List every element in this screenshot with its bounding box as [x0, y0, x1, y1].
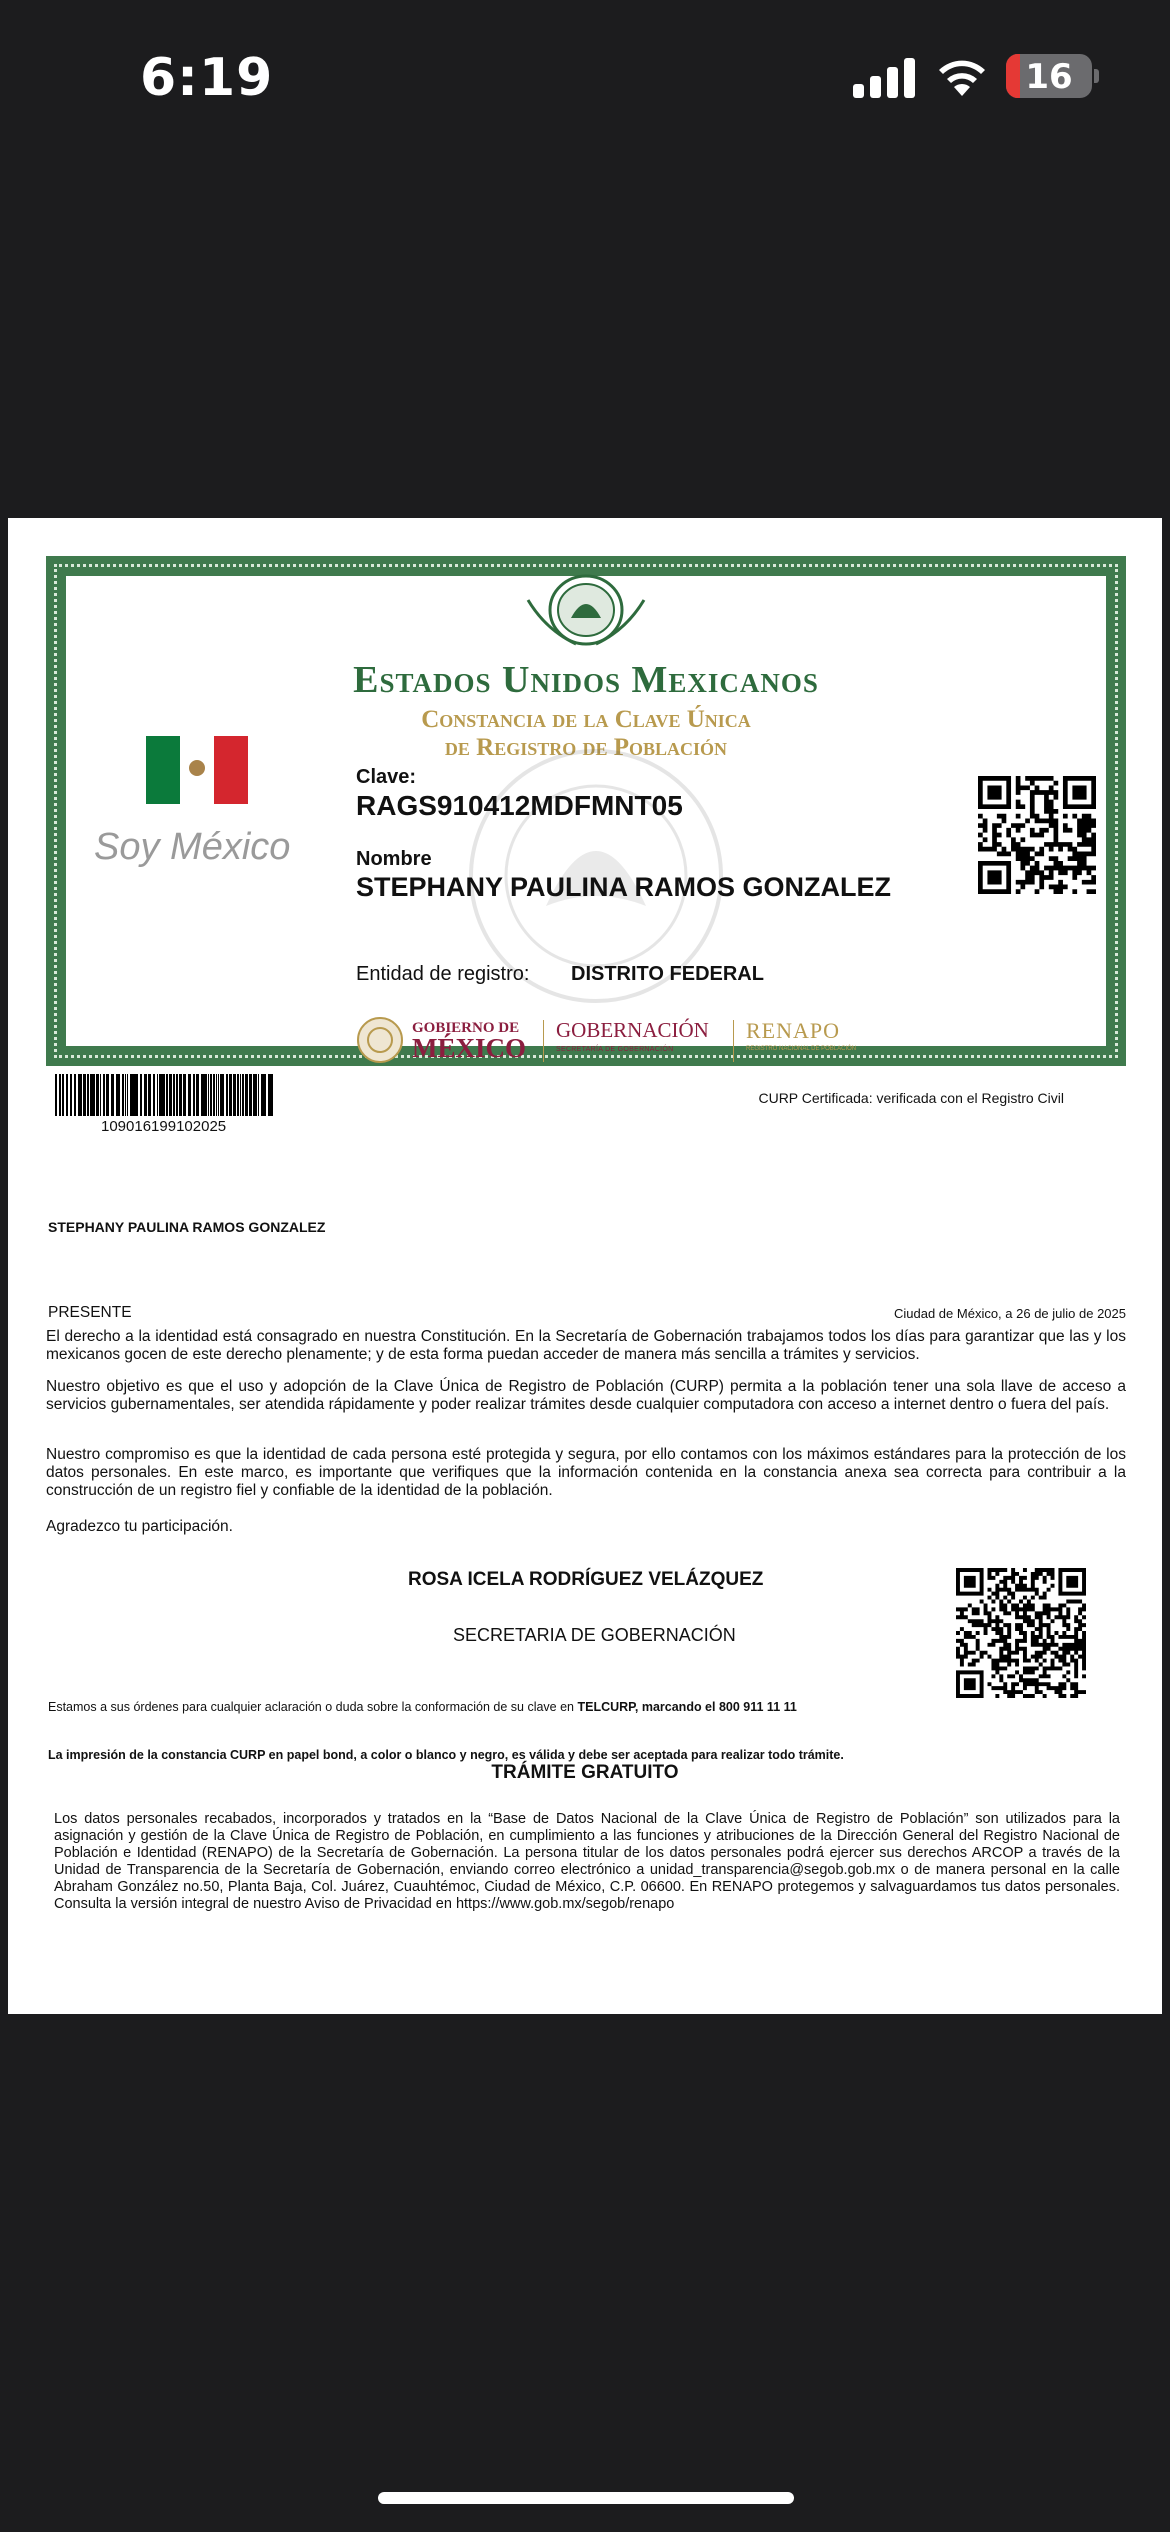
coat-of-arms-icon — [526, 570, 646, 650]
signal-icon — [853, 58, 915, 98]
clave-value: RAGS910412MDFMNT05 — [356, 790, 683, 821]
curp-card — [46, 556, 1126, 1066]
card-title: Estados Unidos Mexicanos — [353, 659, 819, 701]
letter-recipient: STEPHANY PAULINA RAMOS GONZALEZ — [48, 1219, 326, 1235]
contact-prefix: Estamos a sus órdenes para cualquier aclaración o duda sobre la conformación de su clave en — [48, 1700, 578, 1714]
letter-date: Ciudad de México, a 26 de julio de 2025 — [894, 1306, 1126, 1321]
qr-code-signature[interactable] — [956, 1568, 1086, 1698]
curp-certified-note: CURP Certificada: verificada con el Registro Civil — [758, 1090, 1064, 1106]
status-time: 6:19 — [140, 48, 274, 108]
nombre-label: Nombre — [356, 848, 432, 870]
gobierno-line-2: MÉXICO — [412, 1033, 526, 1063]
letter-paragraph-3: Nuestro compromiso es que la identidad de cada persona esté protegida y segura, por ello contamos con los máximos estándares para la protección de los datos personales. En este marco, es importante que verifiques que la información contenida en la constancia anexa sea correcta para contribuir a la construcción de un registro fiel y confiable de la identidad de la población. — [46, 1446, 1126, 1499]
telcurp-phone: TELCURP, marcando el 800 911 11 11 — [577, 1700, 797, 1714]
wifi-icon — [937, 56, 987, 98]
subtitle-line-2: de Registro de Población — [444, 734, 728, 761]
renapo-logo: RENAPO — [746, 1018, 841, 1043]
letter-paragraph-2: Nuestro objetivo es que el uso y adopción de la Clave Única de Registro de Población (CURP) permita a la población tener una sola llave de acceso a servicios gubernamentales, ser atendida rápidamente y poder realizar trámites desde cualquier computadora con acceso a internet dentro o fuera del país. — [46, 1378, 1126, 1413]
letter-thanks: Agradezco tu participación. — [46, 1518, 233, 1535]
mexican-flag-icon — [146, 736, 248, 804]
letter-paragraph-1: El derecho a la identidad está consagrado en nuestra Constitución. En la Secretaría de Gobernación trabajamos todos los días para garantizar que las y los mexicanos gocen de este derecho plenamente; y de esta forma puedan acceder de manera más sencilla a trámites y servicios. — [46, 1328, 1126, 1363]
gobierno-seal-icon — [356, 1016, 404, 1064]
renapo-subtext: REGISTRO NACIONAL DE POBLACIÓN — [746, 1046, 857, 1052]
barcode — [55, 1074, 277, 1116]
curp-document[interactable] — [8, 518, 1162, 2014]
nombre-value: STEPHANY PAULINA RAMOS GONZALEZ — [356, 872, 892, 902]
card-body — [64, 574, 1108, 1063]
print-validity-note: La impresión de la constancia CURP en papel bond, a color o blanco y negro, es válida y debe ser aceptada para realizar todo trámite. — [48, 1748, 844, 1762]
privacy-notice: Los datos personales recabados, incorporados y tratados en la “Base de Datos Nacional de la Clave Única de Registro de Población” son utilizados para la asignación y gestión de la Clave Única de Registro de Población, en cumplimiento a las funciones y atribuciones de la Dirección General del Registro Nacional de Población e Identidad (RENAPO) de la Secretaría de Gobernación. La persona titular de los datos personales podrá ejercer sus derechos ARCOP a través de la Unidad de Transparencia de la Secretaría de Gobernación, enviando correo electrónico a unidad_transparencia@segob.gob.mx o de manera personal en la calle Abraham González no.50, Planta Baja, Col. Juárez, Cuauhtémoc, Ciudad de México, C.P. 06600. En RENAPO protegemos y salvaguardamos tus datos personales. Consulta la versión integral de nuestro Aviso de Privacidad en https://www.gob.mx/segob/renapo — [54, 1811, 1120, 1912]
government-logos — [356, 1016, 876, 1068]
battery-icon — [1006, 54, 1092, 98]
clave-label: Clave: — [356, 766, 417, 788]
entidad-label: Entidad de registro: — [356, 963, 530, 985]
tramite-gratuito: TRÁMITE GRATUITO — [491, 1762, 679, 1783]
battery-tip — [1094, 69, 1099, 83]
barcode-number: 109016199102025 — [101, 1118, 227, 1135]
letter-presente: PRESENTE — [48, 1304, 132, 1321]
signer-name: ROSA ICELA RODRÍGUEZ VELÁZQUEZ — [408, 1569, 764, 1590]
logo-divider — [733, 1020, 734, 1062]
soy-mexico-logo: Soy México — [94, 826, 291, 868]
gobernacion-subtext: SECRETARÍA DE GOBERNACIÓN — [556, 1046, 674, 1053]
gobierno-de-mexico-logo — [412, 1018, 526, 1063]
signer-title: SECRETARIA DE GOBERNACIÓN — [453, 1625, 736, 1645]
home-indicator[interactable] — [378, 2492, 794, 2504]
gobernacion-logo: GOBERNACIÓN — [556, 1018, 709, 1042]
subtitle-line-1: Constancia de la Clave Única — [421, 706, 751, 733]
contact-note — [48, 1698, 797, 1716]
gobierno-line-1: GOBIERNO DE — [412, 1020, 520, 1036]
logo-divider — [543, 1020, 544, 1062]
battery-percentage: 16 — [1025, 57, 1073, 97]
entidad-value: DISTRITO FEDERAL — [571, 963, 764, 985]
qr-code-card[interactable] — [978, 776, 1096, 894]
